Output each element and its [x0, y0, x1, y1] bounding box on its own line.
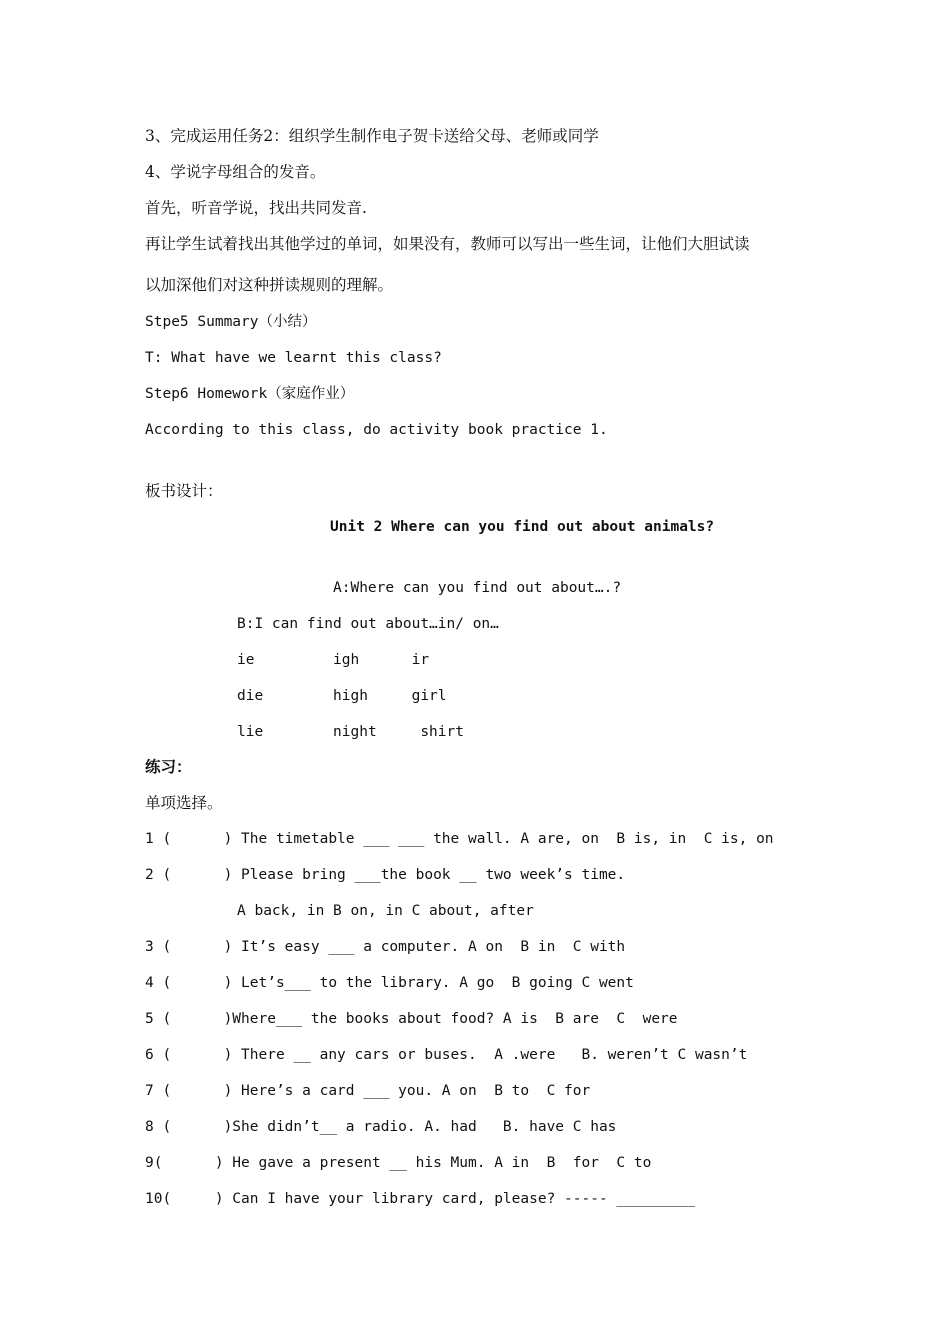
- question-5: 5 ( )Where___ the books about food? A is B are C were: [145, 1011, 678, 1027]
- question-2-options: A back, in B on, in C about, after: [237, 903, 534, 919]
- summary-question: T: What have we learnt this class?: [145, 350, 442, 366]
- question-7: 7 ( ) Here’s a card ___ you. A on B to C for: [145, 1083, 591, 1099]
- summary-heading: Stpe5 Summary（小结）: [145, 314, 317, 330]
- question-1: 1 ( ) The timetable ___ ___ the wall. A are, on B is, in C is, on: [145, 831, 774, 847]
- question-2: 2 ( ) Please bring ___the book __ two week’s time.: [145, 867, 626, 883]
- question-9: 9( ) He gave a present __ his Mum. A in B for C to: [145, 1155, 652, 1171]
- deepen-line: 以加深他们对这种拼读规则的理解。: [145, 276, 394, 294]
- phonics-row-1: ie igh ir: [237, 652, 430, 668]
- board-line-b: B:I can find out about…in/ on…: [237, 616, 499, 632]
- task-3-line: 3、完成运用任务2：组织学生制作电子贺卡送给父母、老师或同学: [145, 127, 599, 145]
- exercise-heading: 练习：: [145, 757, 192, 776]
- homework-heading: Step6 Homework（家庭作业）: [145, 386, 355, 402]
- question-3: 3 ( ) It’s easy ___ a computer. A on B in C with: [145, 939, 626, 955]
- board-design-heading: 板书设计：: [145, 482, 223, 500]
- question-8: 8 ( )She didn’t__ a radio. A. had B. have C has: [145, 1119, 617, 1135]
- task-4-line: 4、学说字母组合的发音。: [145, 163, 326, 181]
- listen-line: 首先，听音学说，找出共同发音.: [145, 199, 367, 217]
- question-4: 4 ( ) Let’s___ to the library. A go B going C went: [145, 975, 634, 991]
- phonics-row-2: die high girl: [237, 688, 447, 704]
- question-10: 10( ) Can I have your library card, please? ----- _________: [145, 1191, 695, 1207]
- board-line-a: A:Where can you find out about….?: [333, 580, 622, 596]
- homework-text: According to this class, do activity book practice 1.: [145, 422, 608, 438]
- unit-title: Unit 2 Where can you find out about animals?: [330, 519, 715, 535]
- multiple-choice-heading: 单项选择。: [145, 794, 223, 812]
- try-read-line: 再让学生试着找出其他学过的单词，如果没有，教师可以写出一些生词，让他们大胆试读: [145, 235, 750, 253]
- question-6: 6 ( ) There __ any cars or buses. A .were B. weren’t C wasn’t: [145, 1047, 748, 1063]
- phonics-row-3: lie night shirt: [237, 724, 464, 740]
